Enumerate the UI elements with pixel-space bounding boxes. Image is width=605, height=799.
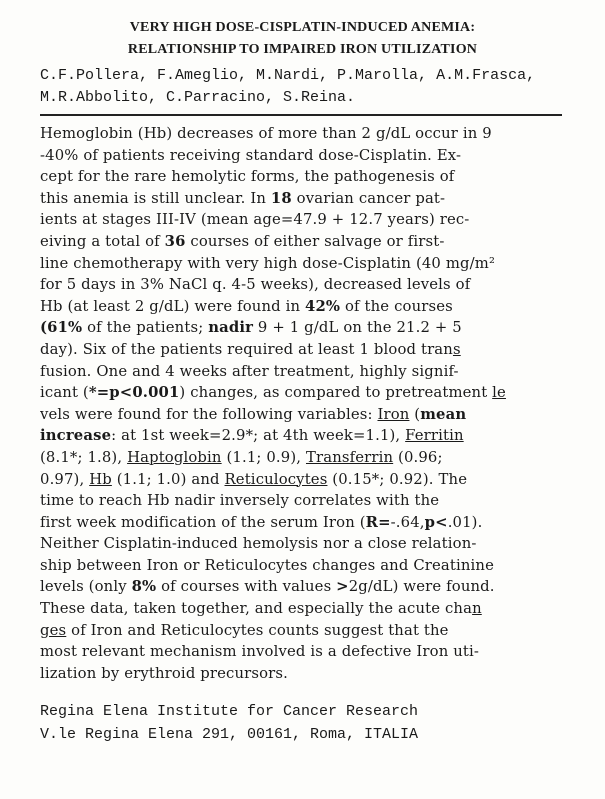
text-run: of the courses	[340, 297, 453, 315]
text-run: day). Six of the patients required at least 1 blood tran	[40, 340, 453, 358]
abstract-line	[40, 469, 580, 491]
bold-run: 42%	[305, 297, 341, 315]
text-run: (	[409, 405, 421, 423]
abstract-line	[40, 576, 580, 598]
text-run: ) changes, as compared to pretreatment	[179, 384, 493, 402]
text-run: ovarian cancer pat-	[291, 189, 446, 207]
text-run: Hb (at least 2 g/dL) were found in	[40, 297, 306, 315]
text-run: eiving a total of	[40, 232, 165, 250]
abstract-line: ients at stages III-IV (mean age=47.9 + 12.7 years) rec-	[40, 211, 470, 229]
authors-line-2: M.R.Abbolito, C.Parracino, S.Reina.	[40, 89, 356, 106]
bold-run: nadir	[208, 319, 254, 337]
underlined-run: Hb	[89, 470, 112, 488]
separator-rule	[40, 114, 562, 116]
abstract-line	[40, 425, 580, 447]
text-run: .01).	[447, 513, 483, 531]
text-run: -.64,	[390, 513, 425, 531]
text-run: of Iron and Reticulocytes counts suggest that the	[66, 621, 449, 639]
abstract-line	[40, 598, 580, 620]
text-run: (1.1; 0.9),	[221, 448, 306, 466]
abstract-line: -40% of patients receiving standard dose-Cisplatin. Ex-	[40, 146, 462, 164]
bold-run: >	[336, 578, 349, 596]
text-run: These data, taken together, and especially the acute cha	[40, 600, 473, 618]
underlined-run: Ferritin	[405, 427, 464, 445]
abstract-line: time to reach Hb nadir inversely correlates with the	[40, 492, 440, 510]
bold-run: R=	[365, 513, 391, 531]
abstract-line	[40, 447, 580, 469]
underlined-run: Reticulocytes	[224, 470, 328, 488]
text-run: (8.1*; 1.8),	[40, 448, 128, 466]
underlined-run: Transferrin	[305, 448, 394, 466]
abstract-line	[40, 620, 580, 642]
bold-run: 18	[270, 189, 292, 207]
abstract-line	[40, 317, 580, 339]
text-run: (0.96;	[393, 448, 443, 466]
bold-run: mean	[420, 405, 467, 423]
abstract-line	[40, 296, 580, 318]
abstract-line	[40, 188, 580, 210]
text-run: vels were found for the following variables:	[40, 405, 378, 423]
underlined-run: le	[492, 384, 506, 402]
underlined-run: ges	[40, 621, 67, 639]
text-run: icant (	[40, 384, 89, 402]
text-run: 2g/dL) were found.	[348, 578, 495, 596]
text-run: 9 + 1 g/dL on the 21.2 + 5	[253, 319, 462, 337]
text-run: (1.1; 1.0) and	[111, 470, 225, 488]
title-line-1: VERY HIGH DOSE-CISPLATIN-INDUCED ANEMIA:	[129, 20, 476, 35]
underlined-run: s	[452, 340, 461, 358]
affiliation-line-1: Regina Elena Institute for Cancer Research	[40, 703, 419, 720]
abstract-line	[40, 404, 580, 426]
text-run: of the patients;	[82, 319, 209, 337]
text-run: levels (only	[40, 578, 132, 596]
abstract-line: most relevant mechanism involved is a defective Iron uti-	[40, 643, 480, 661]
abstract-line: for 5 days in 3% NaCl q. 4-5 weeks), decreased levels of	[40, 276, 471, 294]
abstract-line: Hemoglobin (Hb) decreases of more than 2 g/dL occur in 9	[40, 125, 492, 142]
abstract-body	[40, 123, 580, 684]
abstract-line: Neither Cisplatin-induced hemolysis nor a close relation-	[40, 535, 477, 553]
underlined-run: Iron	[377, 405, 410, 423]
text-run: courses of either salvage or first-	[185, 232, 445, 250]
abstract-line: lization by erythroid precursors.	[40, 664, 289, 682]
title-line-2: RELATIONSHIP TO IMPAIRED IRON UTILIZATION	[127, 42, 478, 57]
bold-run: (61%	[40, 319, 83, 337]
text-run: this anemia is still unclear. In	[40, 189, 271, 207]
abstract-line	[40, 382, 580, 404]
affiliation-line-2: V.le Regina Elena 291, 00161, Roma, ITALIA	[40, 726, 419, 743]
text-run: (0.15*; 0.92). The	[327, 470, 468, 488]
text-run: first week modification of the serum Iron (	[40, 513, 366, 531]
bold-run: increase	[40, 427, 112, 445]
underlined-run: Haptoglobin	[127, 448, 222, 466]
abstract-line	[40, 512, 580, 534]
text-run: 0.97),	[40, 470, 90, 488]
underlined-run: n	[472, 600, 482, 618]
bold-run: *=p<0.001	[88, 384, 180, 402]
abstract-line: fusion. One and 4 weeks after treatment, highly signif-	[40, 362, 459, 380]
bold-run: 36	[164, 232, 186, 250]
abstract-line: ship between Iron or Reticulocytes changes and Creatinine	[40, 556, 495, 574]
bold-run: 8%	[131, 578, 157, 596]
abstract-line	[40, 339, 580, 361]
abstract-line	[40, 231, 580, 253]
abstract-line: cept for the rare hemolytic forms, the pathogenesis of	[40, 168, 455, 186]
bold-run: p<	[424, 513, 448, 531]
text-run: : at 1st week=2.9*; at 4th week=1.1),	[111, 427, 406, 445]
authors-line-1: C.F.Pollera, F.Ameglio, M.Nardi, P.Marolla, A.M.Frasca,	[40, 67, 536, 84]
abstract-line: line chemotherapy with very high dose-Cisplatin (40 mg/m²	[40, 254, 496, 272]
text-run: of courses with values	[156, 578, 337, 596]
